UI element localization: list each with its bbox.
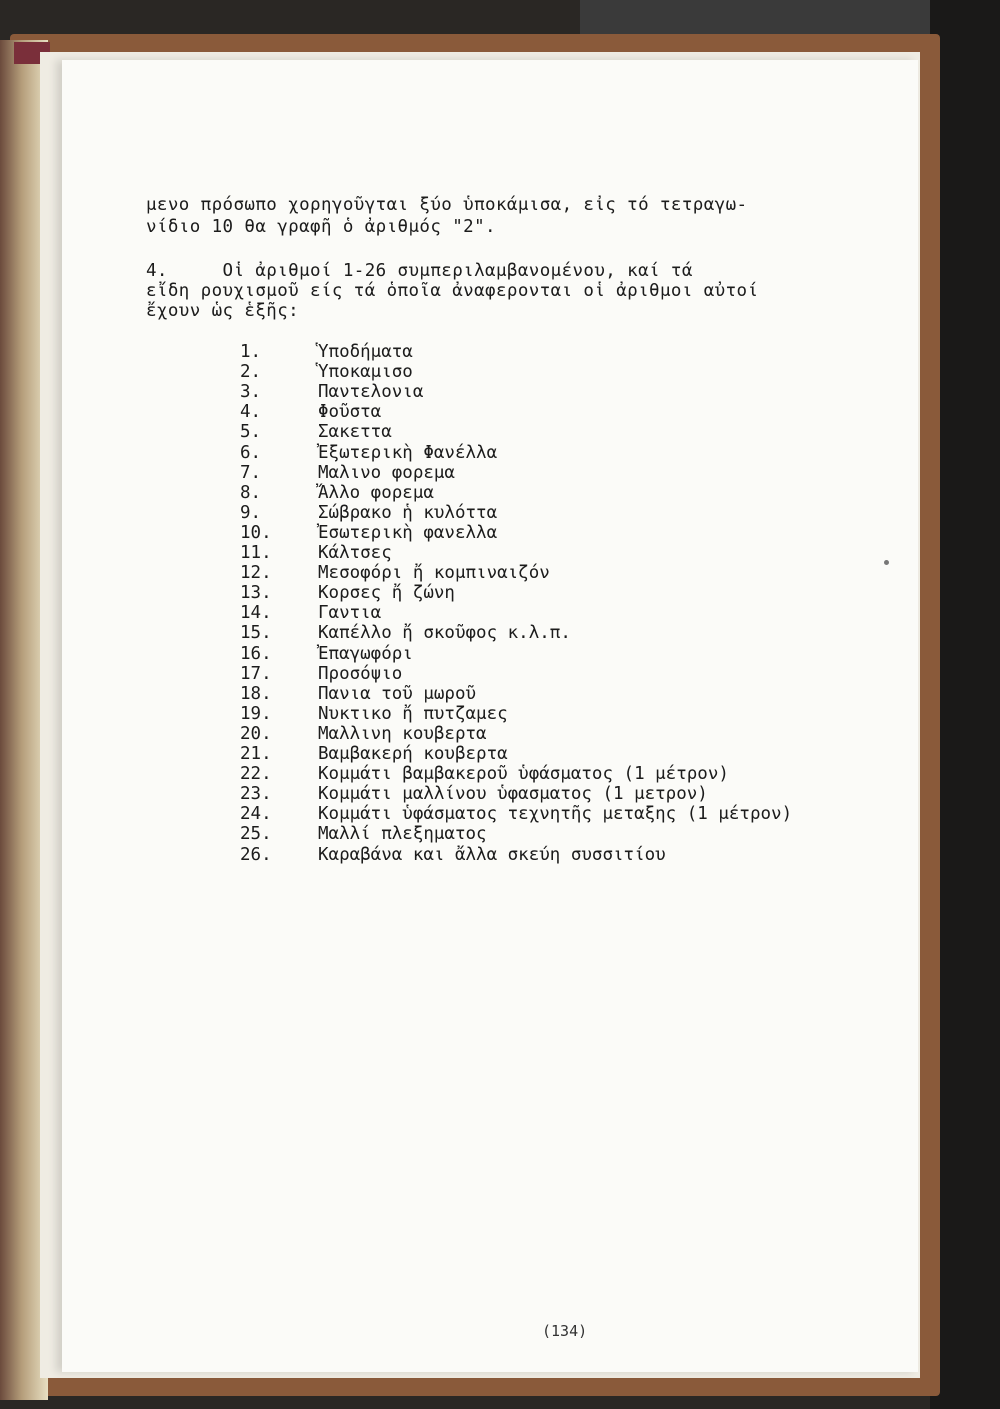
list-item-text: Σακεττα	[318, 422, 392, 442]
list-item-text: Μαλλινη κουβερτα	[318, 724, 487, 744]
list-item-number: 9.	[240, 503, 262, 523]
list-item-text: Σώβρακο ἡ κυλόττα	[318, 503, 498, 523]
list-item-number: 19.	[240, 704, 272, 724]
list-item-number: 13.	[240, 583, 272, 603]
list-item-number: 18.	[240, 684, 272, 704]
list-item-number: 5.	[240, 422, 262, 442]
list-item-text: Καπέλλο ἤ σκοῦφος κ.λ.π.	[318, 623, 571, 643]
list-item-text: Κομμάτι μαλλίνου ὑφασματος (1 μετρον)	[318, 784, 708, 804]
list-item-text: Ὑποδήματα	[318, 342, 413, 362]
list-item-text: Πανια τοῦ μωροῦ	[318, 684, 477, 704]
list-item-number: 15.	[240, 623, 272, 643]
list-item-number: 10.	[240, 523, 272, 543]
list-item-number: 25.	[240, 824, 272, 844]
list-item-number: 26.	[240, 845, 272, 865]
list-item-number: 14.	[240, 603, 272, 623]
list-item-number: 3.	[240, 382, 262, 402]
list-item-number: 17.	[240, 664, 272, 684]
paragraph-continuation-line-2: νίδιο 10 θα γραφῆ ὁ ἀριθμός "2".	[146, 217, 496, 237]
list-item-text: Μαλινο φορεμα	[318, 463, 455, 483]
list-item-number: 22.	[240, 764, 272, 784]
list-item-text: Ἐπαγωφόρι	[318, 644, 413, 664]
paragraph-4-line-3: ἔχουν ὡς ἑξῆς:	[146, 301, 300, 321]
paragraph-4-line-1: 4. Οἱ ἀριθμοί 1-26 συμπεριλαμβανομένου, καί τά	[146, 261, 693, 281]
list-item-number: 2.	[240, 362, 262, 382]
page-number: (134)	[542, 1322, 588, 1340]
list-item-text: Βαμβακερή κουβερτα	[318, 744, 508, 764]
list-item-text: Παντελονια	[318, 382, 424, 402]
list-item-number: 20.	[240, 724, 272, 744]
list-item-number: 21.	[240, 744, 272, 764]
list-item-text: Νυκτικο ἤ πυτζαμες	[318, 704, 508, 724]
list-item-number: 16.	[240, 644, 272, 664]
list-item-number: 23.	[240, 784, 272, 804]
list-item-text: Ἐξωτερικὴ Φανέλλα	[318, 443, 498, 463]
list-item-text: Καραβάνα και ἄλλα σκεύη συσσιτίου	[318, 845, 666, 865]
document-page	[62, 60, 918, 1372]
paragraph-4-line-2: εἴδη ρουχισμοῦ είς τά ὁποῖα ἀναφερονται οἱ ἀριθμοι αὐτοί	[146, 281, 759, 301]
list-item-text: Φοῦστα	[318, 402, 382, 422]
list-item-text: Ὑποκαμισο	[318, 362, 413, 382]
list-item-number: 12.	[240, 563, 272, 583]
list-item-number: 1.	[240, 342, 262, 362]
list-item-text: Ἐσωτερικὴ φανελλα	[318, 523, 498, 543]
background-right	[930, 0, 1000, 1409]
list-item-text: Κομμάτι ὑφάσματος τεχνητῆς μεταξης (1 μέτρον)	[318, 804, 793, 824]
list-item-text: Κορσες ἤ ζώνη	[318, 583, 455, 603]
list-item-number: 8.	[240, 483, 262, 503]
list-item-text: Προσόψιο	[318, 664, 403, 684]
list-item-text: Μεσοφόρι ἤ κομπιναιζόν	[318, 563, 550, 583]
list-item-text: Ἄλλο φορεμα	[318, 483, 434, 503]
list-item-number: 24.	[240, 804, 272, 824]
list-item-number: 7.	[240, 463, 262, 483]
list-item-number: 6.	[240, 443, 262, 463]
list-item-number: 11.	[240, 543, 272, 563]
list-item-text: Κομμάτι βαμβακεροῦ ὑφάσματος (1 μέτρον)	[318, 764, 729, 784]
list-item-text: Γαντια	[318, 603, 382, 623]
list-item-number: 4.	[240, 402, 262, 422]
paragraph-continuation-line-1: μενο πρόσωπο χορηγοῦγται ξύο ὑποκάμισα, εἰς τό τετραγω-	[146, 195, 748, 215]
list-item-text: Μαλλί πλεξηματος	[318, 824, 487, 844]
ink-smudge	[884, 560, 889, 565]
list-item-text: Κάλτσες	[318, 543, 392, 563]
